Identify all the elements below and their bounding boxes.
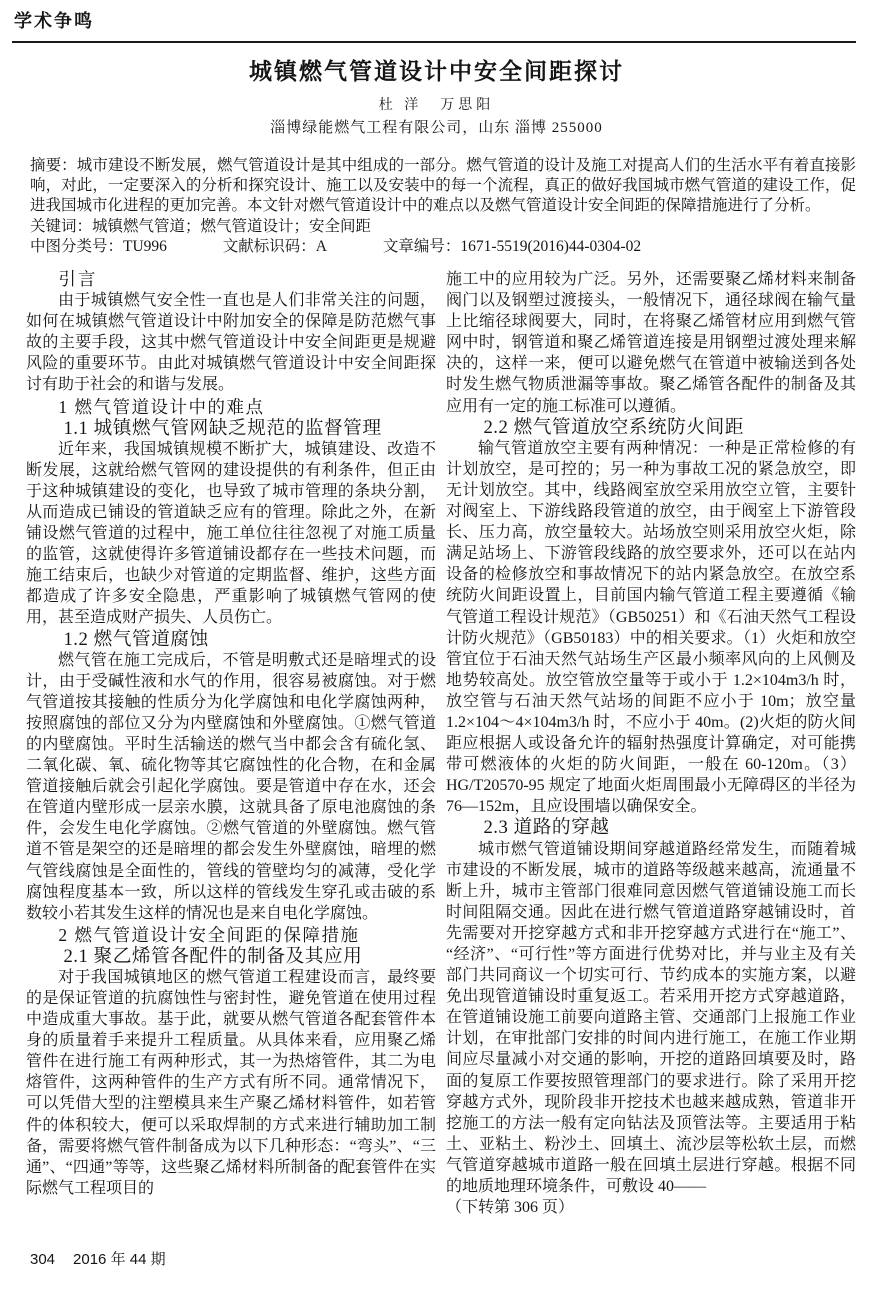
subsection-heading-2-1: 2.1 聚乙烯管各配件的制备及其应用 — [63, 945, 363, 967]
article-affiliation: 淄博绿能燃气工程有限公司，山东 淄博 255000 — [270, 120, 603, 136]
article-meta-block — [30, 156, 856, 257]
keywords-text: 关键词：城镇燃气管道；燃气管道设计；安全间距 — [30, 217, 372, 235]
body-paragraph: 输气管道放空主要有两种情况：一种是正常检修的有计划放空，是可控的；另一种为事故工况的紧急放空，即无计划放空。其中，线路阀室放空采用放空立管，主要针对阀室上、下游线路段管道的放空，由于阀室上下游管段长、压力高，放空量较大。站场放空则采用放空火炬，除满足站场上、下游管段线路的放空要求外，还可以在站内设备的检修放空和事故情况下的站内紧急放空。在放空系统防火间距设置上，目前国内输气管道工程主要遵循《输气管道工程设计规范》（GB50251）和《石油天然气工程设计防火规范》（GB50183）中的相关要求。（1）火炬和放空管宜位于石油天然气站场生产区最小频率风向的上风侧及地势较高处。放空管放空量等于或小于 1.2×104m3/h 时，放空管与石油天然气站场的间距不应小于 10m；放空量 1.2×104～4×104m3/h 时，不应小于 40m。(2)火炬的防火间距应根据人或设备允许的辐射热强度计算确定，对可能携带可燃液体的火炬的防火间距，一般在 60-120m。（3）HG/T20570-95 规定了地面火炬周围最小无障碍区的半径为 76—152m，且应设围墙以确保安全。 — [446, 439, 856, 816]
header-rule — [12, 41, 856, 43]
subsection-heading-2-3: 2.3 道路的穿越 — [483, 817, 610, 839]
abstract-text: 摘要：城市建设不断发展，燃气管道设计是其中组成的一部分。燃气管道的设计及施工对提高人们的生活水平有着直接影响，对此，一定要深入的分析和探究设计、施工以及安装中的每一个流程，真正的做好我国城市燃气管道的建设工作，促进我国城市化进程的更加完善。本文针对燃气管道设计中的难点以及燃气管道设计安全间距的保障措施进行了分析。 — [30, 157, 856, 215]
right-column — [446, 269, 856, 1218]
classification-line — [30, 237, 856, 257]
subsection-heading-2-2: 2.2 燃气管道放空系统防火间距 — [483, 416, 744, 438]
body-columns — [26, 269, 856, 1218]
body-paragraph-continuation: 施工中的应用较为广泛。另外，还需要聚乙烯材料来制备阀门以及钢塑过渡接头，一般情况下，通径球阀在输气量上比缩径球阀要大，同时，在将聚乙烯管材应用到燃气管网中时，钢管道和聚乙烯管道连接是用钢塑过渡处理来解决的，这样一来，便可以避免燃气在管道中被输送到各处时发生燃气物质泄漏等事故。聚乙烯管各配件的制备及其应用有一定的施工标准可以遵循。 — [446, 271, 856, 415]
subsection-heading-1-1: 1.1 城镇燃气管网缺乏规范的监督管理 — [63, 417, 382, 439]
clc-number: 中图分类号：TU996 — [30, 237, 167, 255]
left-column — [26, 269, 436, 1218]
article-authors: 杜 洋 万思阳 — [378, 98, 495, 113]
page-number: 304 — [30, 1251, 56, 1268]
body-paragraph: 由于城镇燃气安全性一直也是人们非常关注的问题，如何在城镇燃气管道设计中附加安全的保障是防范燃气事故的主要手段，这其中燃气管道设计中安全间距更是规避风险的重要环节。由此对城镇燃气管道设计中安全间距探讨有助于社会的和谐与发展。 — [26, 292, 436, 394]
article-title: 城镇燃气管道设计中安全间距探讨 — [249, 59, 624, 84]
continuation-note: （下转第 306 页） — [446, 1199, 575, 1217]
section-heading-1: 1 燃气管道设计中的难点 — [58, 396, 265, 417]
journal-section-label: 学术争鸣 — [14, 11, 94, 31]
article-id: 文章编号：1671-5519(2016)44-0304-02 — [382, 237, 642, 255]
page-footer — [30, 1248, 184, 1269]
issue-info: 2016 年 44 期 — [73, 1251, 166, 1268]
body-paragraph: 燃气管在施工完成后，不管是明敷式还是暗埋式的设计，由于受碱性液和水气的作用，很容易被腐蚀。对于燃气管道按其接触的性质分为化学腐蚀和电化学腐蚀两种，按照腐蚀的部位又分为内壁腐蚀和外壁腐蚀。①燃气管道的内壁腐蚀。平时生活输送的燃气当中都会含有硫化氢、二氧化碳、氧、硫化物等其它腐蚀性的化合物，在和金属管道接触后就会引起化学腐蚀。要是管道中存在水，还会在管道内壁形成一层亲水膜，这就具备了原电池腐蚀的条件，会发生电化学腐蚀。②燃气管道的外壁腐蚀。燃气管道不管是架空的还是暗埋的都会发生外壁腐蚀，暗埋的燃气管线腐蚀是全面性的，管线的管壁均匀的减薄，受化学腐蚀程度基本一致，所以这样的管线发生穿孔或击破的系数较小若其发生这样的情况也是来自电化学腐蚀。 — [26, 651, 436, 922]
intro-heading: 引言 — [58, 269, 98, 289]
subsection-heading-1-2: 1.2 燃气管道腐蚀 — [63, 628, 209, 650]
document-code: 文献标识码：A — [222, 237, 327, 255]
body-paragraph: 近年来，我国城镇规模不断扩大，城镇建设、改造不断发展，这就给燃气管网的建设提供的有利条件，但正由于这种城镇建设的变化，也导致了城市管理的条块分割，从而造成已铺设的管道缺乏应有的管理。除此之外，在新铺设燃气管道的过程中，施工单位往往忽视了对施工质量的监管，这就使得许多管道铺设都存在一些技术问题，而施工结束后，也缺少对管道的定期监督、维护，这些方面都造成了许多安全隐患，严重影响了城镇燃气管网的使用，甚至造成财产损失、人员伤亡。 — [26, 440, 436, 627]
body-paragraph: 对于我国城镇地区的燃气管道工程建设而言，最终要的是保证管道的抗腐蚀性与密封性，避免管道在使用过程中造成重大事故。基于此，就要从燃气管道各配套管件本身的质量着手来提升工程质量。从具体来看，应用聚乙烯管件在进行施工有两种形式，其一为热熔管件，其二为电熔管件，这两种管件的生产方式有所不同。通常情况下，可以凭借大型的注塑模具来生产聚乙烯材料管件，如若管件的体积较大，便可以采取焊制的方式来进行辅助加工制备，需要将燃气管件制备成为以下几种形态：“弯头”、“三通”、“四通”等等，这些聚乙烯材料所制备的配套管件在实际燃气工程项目的 — [26, 968, 436, 1197]
body-paragraph: 城市燃气管道铺设期间穿越道路经常发生，而随着城市建设的不断发展，城市的道路等级越来越高，流通量不断上升，城市主管部门很难同意因燃气管道铺设施工而长时间阻隔交通。因此在进行燃气管道道路穿越铺设时，首先需要对开挖穿越方式和非开挖穿越方式进行在“施工”、“经济”、“可行性”等方面进行优势对比，并与业主及有关部门共同商议一个切实可行、节约成本的实施方案，以避免出现管道铺设时重复返工。若采用开挖方式穿越道路，在管道铺设施工前要向道路主管、交通部门上报施工作业计划，在审批部门安排的时间内进行施工，在施工作业期间应尽量减小对交通的影响，开挖的道路回填要及时，路面的复原工作要按照管理部门的要求进行。除了采用开挖穿越方式外，现阶段非开挖技术也越来越成熟，管道非开挖施工的方法一般有定向钻法及顶管法等。主要适用于粘土、亚粘土、粉沙土、回填土、流沙层等松软土层，而燃气管道穿越城市道路一般在回填土层进行穿越。根据不同的地质地理环境条件，可敷设 40—— — [446, 840, 856, 1196]
section-heading-2: 2 燃气管道设计安全间距的保障措施 — [58, 924, 360, 945]
